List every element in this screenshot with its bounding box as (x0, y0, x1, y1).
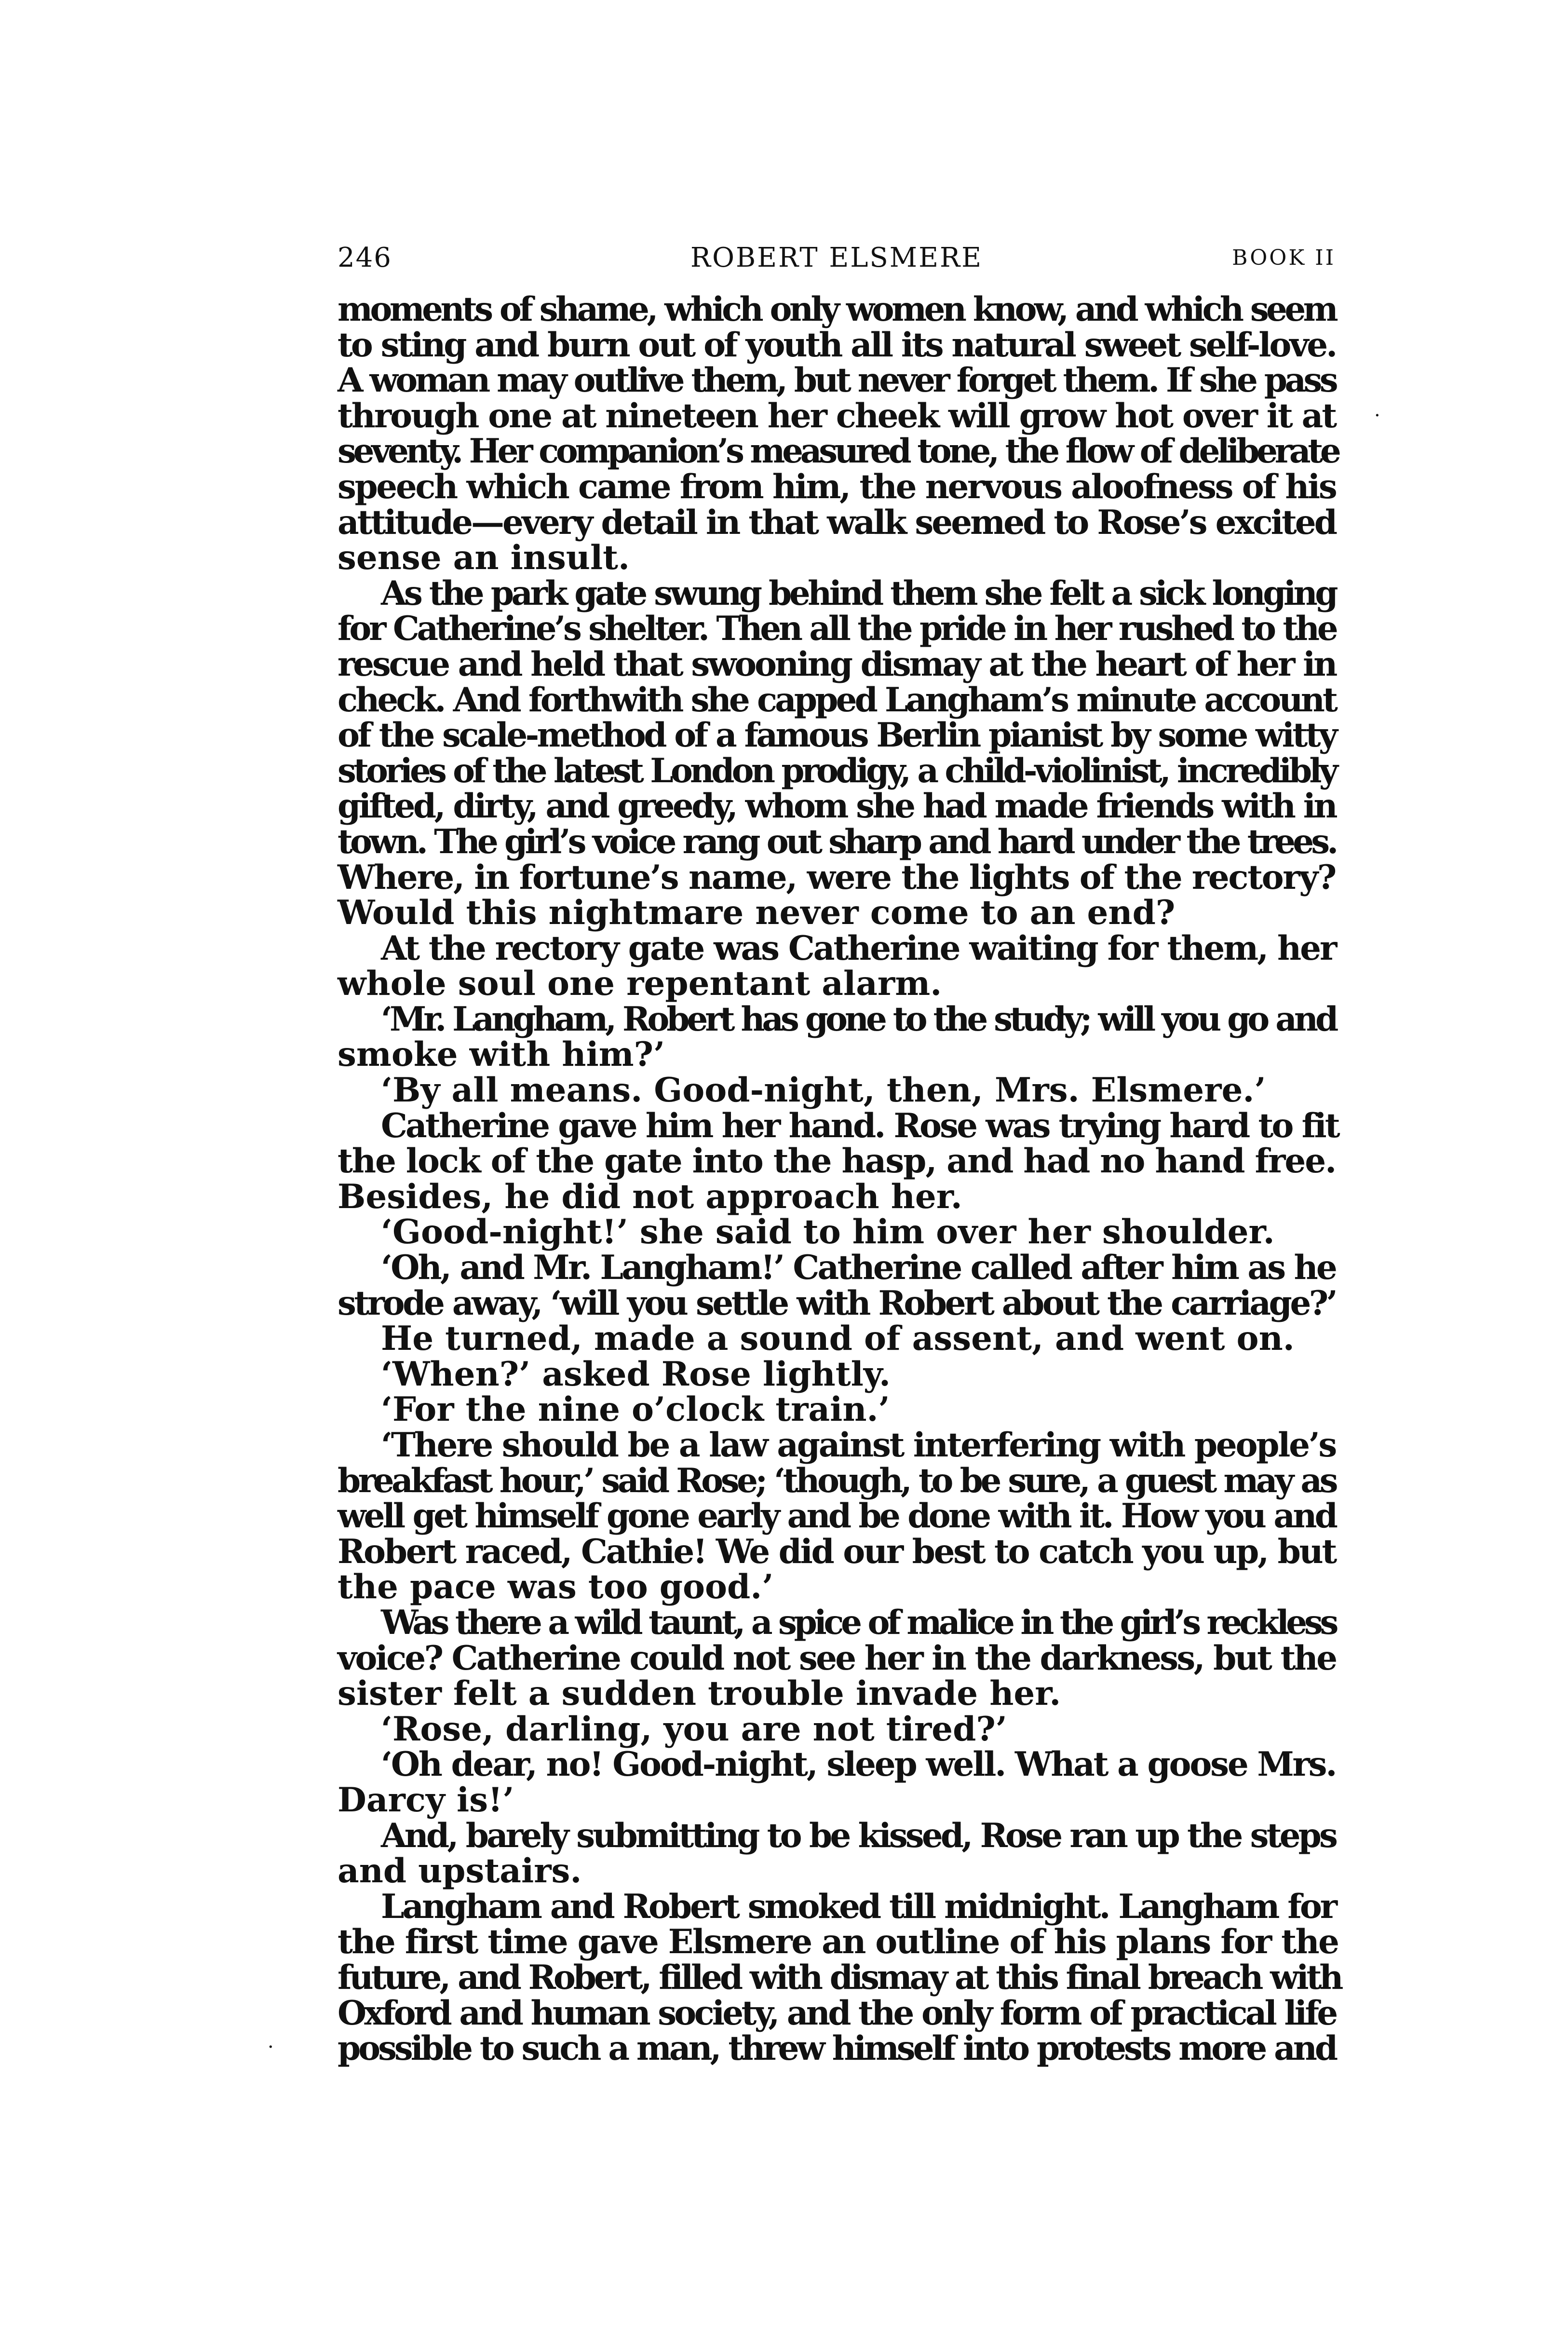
text-line: and upstairs. (338, 1851, 582, 1891)
text-line: He turned, made a sound of assent, and went on. (381, 1319, 1295, 1359)
text-line: for Catherine’s shelter. Then all the pride in her rushed to the (338, 609, 1336, 649)
text-line: through one at nineteen her cheek will grow hot over it at (338, 396, 1336, 435)
text-line: the first time gave Elsmere an outline of his plans for the (338, 1922, 1338, 1962)
text-line: strode away, ‘will you settle with Robert about the carriage?’ (338, 1283, 1336, 1323)
book-label: BOOK II (1232, 245, 1336, 270)
text-line: stories of the latest London prodigy, a child-violinist, incredibly (338, 751, 1336, 790)
text-line: Would this nightmare never come to an end? (338, 893, 1176, 933)
text-line: the lock of the gate into the hasp, and had no hand free. (338, 1142, 1336, 1181)
text-line: voice? Catherine could not see her in the darkness, but the (338, 1638, 1336, 1678)
text-line: speech which came from him, the nervous aloofness of his (338, 467, 1336, 506)
text-line: attitude—every detail in that walk seemed to Rose’s excited (338, 503, 1336, 542)
page-number: 246 (338, 242, 392, 273)
text-line: ‘When?’ asked Rose lightly. (381, 1354, 891, 1394)
text-line: sister felt a sudden trouble invade her. (338, 1674, 1061, 1713)
text-line: to sting and burn out of youth all its natural sweet self-love. (338, 325, 1336, 365)
margin-mark-right: · (1374, 405, 1380, 427)
text-line: ‘There should be a law against interfering with people’s (381, 1426, 1336, 1465)
text-line: ‘By all means. Good-night, then, Mrs. Elsmere.’ (381, 1071, 1266, 1110)
text-line: whole soul one repentant alarm. (338, 964, 942, 1004)
text-line: seventy. Her companion’s measured tone, the flow of deliberate (338, 432, 1338, 471)
text-line: check. And forthwith she capped Langham’s minute account (338, 680, 1336, 720)
text-line: ‘Good-night!’ she said to him over her shoulder. (381, 1212, 1275, 1252)
text-line: Darcy is!’ (338, 1780, 514, 1820)
running-head (338, 236, 1336, 280)
text-line: At the rectory gate was Catherine waiting for them, her (381, 928, 1336, 968)
text-line: ‘For the nine o’clock train.’ (381, 1390, 890, 1429)
text-line: ‘Rose, darling, you are not tired?’ (381, 1709, 1007, 1749)
text-line: of the scale-method of a famous Berlin pianist by some witty (338, 716, 1336, 755)
text-line: Was there a wild taunt, a spice of malice in the girl’s reckless (381, 1603, 1336, 1642)
text-line: sense an insult. (338, 538, 630, 578)
text-line: well get himself gone early and be done with it. How you and (338, 1496, 1336, 1536)
text-line: And, barely submitting to be kissed, Rose ran up the steps (381, 1816, 1336, 1855)
text-line: town. The girl’s voice rang out sharp and hard under the trees. (338, 822, 1336, 861)
text-line: Catherine gave him her hand. Rose was trying hard to fit (381, 1106, 1338, 1145)
text-line: Besides, he did not approach her. (338, 1177, 962, 1216)
text-line: smoke with him?’ (338, 1035, 665, 1074)
text-line: future, and Robert, filled with dismay at this final breach with (338, 1958, 1341, 1997)
text-line: breakfast hour,’ said Rose; ‘though, to be sure, a guest may as (338, 1461, 1336, 1500)
text-line: Oxford and human society, and the only form of practical life (338, 1993, 1336, 2033)
text-line: Where, in fortune’s name, were the lights of the rectory? (338, 857, 1336, 897)
running-title: ROBERT ELSMERE (690, 242, 983, 273)
text-line: ‘Mr. Langham, Robert has gone to the study; will you go and (381, 999, 1336, 1039)
text-line: ‘Oh, and Mr. Langham!’ Catherine called after him as he (381, 1248, 1336, 1288)
text-line: Langham and Robert smoked till midnight. Langham for (381, 1887, 1336, 1926)
text-line: gifted, dirty, and greedy, whom she had made friends with in (338, 787, 1336, 826)
text-line: the pace was too good.’ (338, 1567, 774, 1607)
text-line: ‘Oh dear, no! Good-night, sleep well. What a goose Mrs. (381, 1745, 1336, 1784)
body-text (338, 290, 1341, 2068)
text-line: rescue and held that swooning dismay at the heart of her in (338, 644, 1336, 684)
text-line: A woman may outlive them, but never forget them. If she pass (338, 361, 1336, 400)
text-line: moments of shame, which only women know, and which seem (338, 290, 1336, 329)
text-line: possible to such a man, threw himself into protests more and (338, 2029, 1336, 2068)
margin-mark-bottom: · (268, 2036, 274, 2058)
text-line: As the park gate swung behind them she felt a sick longing (381, 573, 1336, 613)
text-line: Robert raced, Cathie! We did our best to catch you up, but (338, 1532, 1336, 1571)
